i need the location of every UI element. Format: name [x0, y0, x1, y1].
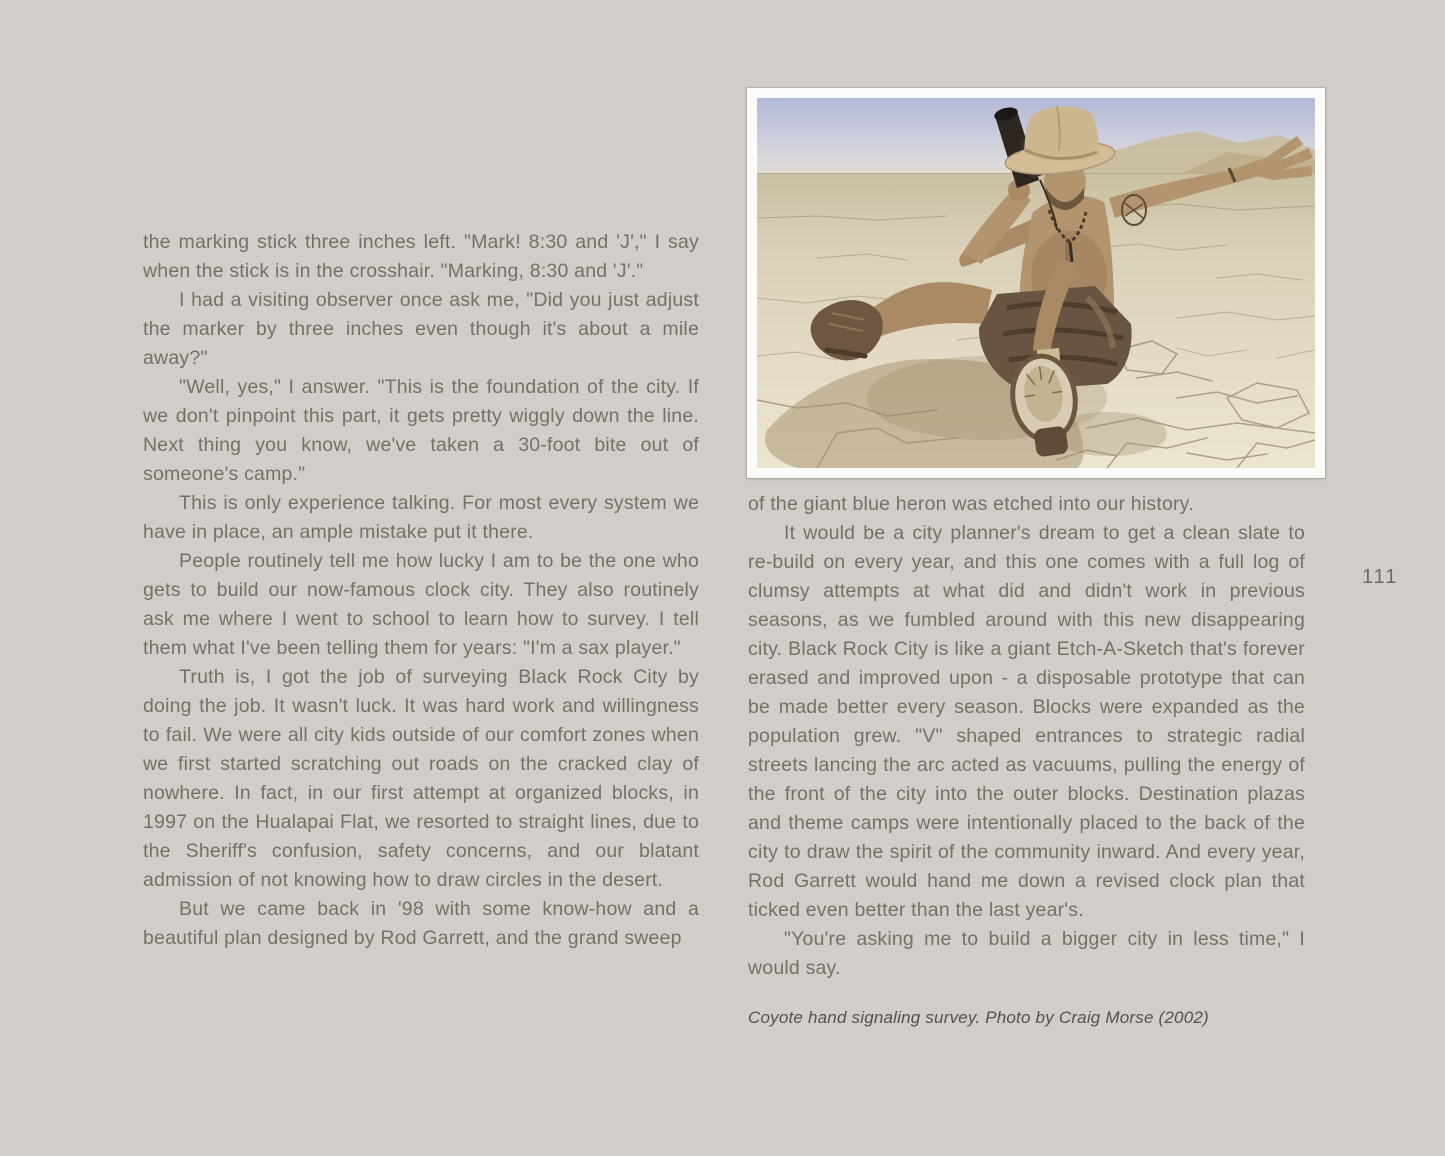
- right-text-column: [748, 490, 1305, 983]
- paragraph: This is only experience talking. For most every system we have in place, an ample mistake put it there.: [143, 492, 699, 543]
- paragraph: I had a visiting observer once ask me, "Did you just adjust the marker by three inches even though it's about a mile away?": [143, 289, 699, 369]
- paragraph: "Well, yes," I answer. "This is the foundation of the city. If we don't pinpoint this part, it gets pretty wiggly down the line. Next thing you know, we've taken a 30-foot bite out of someone's camp.": [143, 376, 699, 485]
- paragraph: But we came back in '98 with some know-how and a beautiful plan designed by Rod Garrett, and the grand sweep: [143, 898, 699, 949]
- left-text-column: [143, 228, 699, 953]
- paragraph: of the giant blue heron was etched into our history.: [748, 493, 1194, 515]
- page-number: 111: [1362, 566, 1399, 588]
- photo-illustration: [757, 98, 1315, 468]
- paragraph: People routinely tell me how lucky I am to be the one who gets to build our now-famous clock city. They also routinely ask me where I went to school to learn how to survey. I tell them what I've been telling them for years: "I'm a sax player.": [143, 550, 699, 659]
- photo-coyote-hand-signaling-survey: [747, 88, 1325, 478]
- photo-caption: Coyote hand signaling survey. Photo by Craig Morse (2002): [748, 1008, 1209, 1027]
- paragraph: Truth is, I got the job of surveying Black Rock City by doing the job. It wasn't luck. It was hard work and willingness to fail. We were all city kids outside of our comfort zones when we first started scratching out roads on the cracked clay of nowhere. In fact, in our first attempt at organized blocks, in 1997 on the Hualapai Flat, we resorted to straight lines, due to the Sheriff's confusion, safety concerns, and our blatant admission of not knowing how to draw circles in the desert.: [143, 666, 699, 891]
- paragraph: "You're asking me to build a bigger city in less time," I would say.: [748, 928, 1305, 979]
- paragraph: It would be a city planner's dream to get a clean slate to re-build on every year, and this one comes with a full log of clumsy attempts at what did and didn't work in previous seasons, as we fumbled around with this new disappearing city. Black Rock City is like a giant Etch-A-Sketch that's forever erased and improved upon - a disposable prototype that can be made better every season. Blocks were expanded as the population grew. "V" shaped entrances to strategic radial streets lancing the arc acted as vacuums, pulling the energy of the front of the city into the outer blocks. Destination plazas and theme camps were intentionally placed to the back of the city to draw the spirit of the community inward. And every year, Rod Garrett would hand me down a revised clock plan that ticked even better than the last year's.: [748, 522, 1305, 921]
- paragraph: the marking stick three inches left. "Mark! 8:30 and 'J'," I say when the stick is in the crosshair. "Marking, 8:30 and 'J'.": [143, 231, 699, 282]
